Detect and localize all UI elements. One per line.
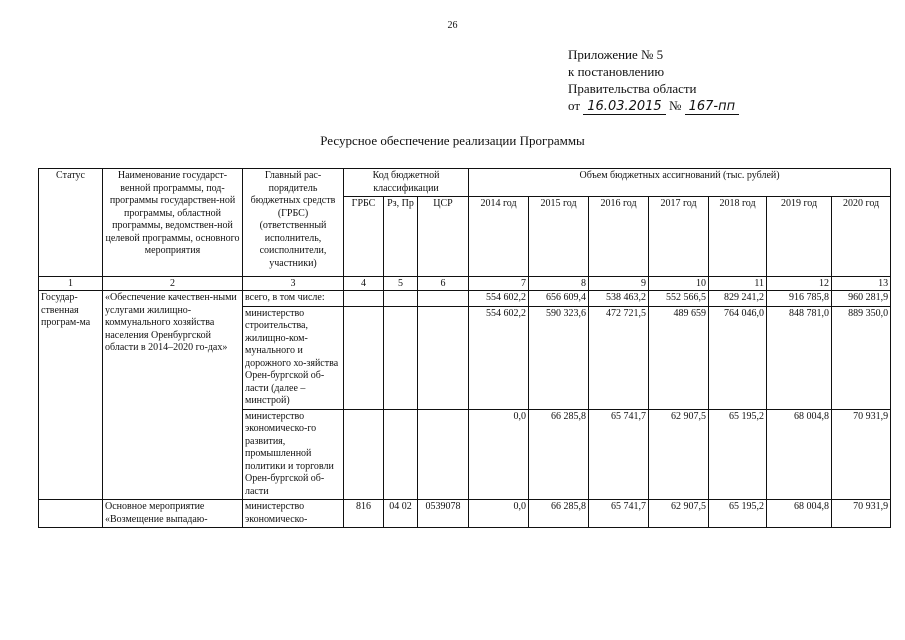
amount-cell: 552 566,5 <box>649 291 709 307</box>
header-csr: ЦСР <box>418 197 469 277</box>
header-year: 2014 год <box>469 197 529 277</box>
column-index: 12 <box>767 277 832 291</box>
amount-cell: 554 602,2 <box>469 291 529 307</box>
amount-cell: 62 907,5 <box>649 409 709 500</box>
amount-cell: 65 741,7 <box>589 500 649 528</box>
amount-cell: 66 285,8 <box>529 409 589 500</box>
header-year: 2016 год <box>589 197 649 277</box>
column-index: 13 <box>832 277 891 291</box>
number-label: № <box>668 98 682 113</box>
document-title: Ресурсное обеспечение реализации Программы <box>320 133 585 148</box>
amount-cell: 829 241,2 <box>709 291 767 307</box>
amount-cell: 0,0 <box>469 500 529 528</box>
manager-cell: министерство экономическо- <box>243 500 344 528</box>
header-main-manager: Главный рас-порядитель бюджетных средств (ГРБС) (ответственный исполнитель, соисполнители, участники) <box>243 169 344 277</box>
appendix-title: Приложение № 5 <box>568 47 664 62</box>
grbs-cell <box>344 291 384 307</box>
header-name: Наименование государст-венной программы, под-программы государствен-ной программы, областной программы, ведомствен-ной целевой программы, основного мероприятия <box>103 169 243 277</box>
header-status: Статус <box>39 169 103 277</box>
program-name-cell: Основное мероприятие «Возмещение выпадаю- <box>103 500 243 528</box>
rz-pr-cell <box>384 291 418 307</box>
column-index: 9 <box>589 277 649 291</box>
status-cell <box>39 500 103 528</box>
amount-cell: 65 195,2 <box>709 500 767 528</box>
amount-cell: 65 195,2 <box>709 409 767 500</box>
header-rz-pr: Рз, Пр <box>384 197 418 277</box>
amount-cell: 590 323,6 <box>529 306 589 409</box>
column-index: 4 <box>344 277 384 291</box>
amount-cell: 764 046,0 <box>709 306 767 409</box>
header-budget-volume: Объем бюджетных ассигнований (тыс. рублей) <box>469 169 891 197</box>
amount-cell: 848 781,0 <box>767 306 832 409</box>
column-index: 6 <box>418 277 469 291</box>
header-year: 2019 год <box>767 197 832 277</box>
amount-cell: 0,0 <box>469 409 529 500</box>
amount-cell: 65 741,7 <box>589 409 649 500</box>
manager-cell: министерство экономическо-го развития, промышленной политики и торговли Орен-бургской об-ласти <box>243 409 344 500</box>
header-year: 2018 год <box>709 197 767 277</box>
amount-cell: 70 931,9 <box>832 500 891 528</box>
csr-cell <box>418 409 469 500</box>
column-index: 5 <box>384 277 418 291</box>
table-row <box>39 291 891 307</box>
appendix-line-government: Правительства области <box>568 81 697 96</box>
amount-cell: 68 004,8 <box>767 409 832 500</box>
resources-table <box>38 168 891 528</box>
grbs-cell <box>344 409 384 500</box>
grbs-cell: 816 <box>344 500 384 528</box>
page-number: 26 <box>447 20 458 31</box>
amount-cell: 960 281,9 <box>832 291 891 307</box>
amount-cell: 68 004,8 <box>767 500 832 528</box>
manager-cell: министерство строительства, жилищно-ком-мунального и дорожного хо-зяйства Орен-бургской об-ласти (далее – минстрой) <box>243 306 344 409</box>
column-index-row <box>39 277 891 291</box>
table-row <box>39 500 891 528</box>
header-year: 2020 год <box>832 197 891 277</box>
appendix-block <box>568 46 739 115</box>
column-index: 3 <box>243 277 344 291</box>
column-index: 7 <box>469 277 529 291</box>
manager-cell: всего, в том числе: <box>243 291 344 307</box>
appendix-line-resolution: к постановлению <box>568 64 665 79</box>
amount-cell: 66 285,8 <box>529 500 589 528</box>
column-index: 1 <box>39 277 103 291</box>
header-grbs: ГРБС <box>344 197 384 277</box>
header-budget-code: Код бюджетной классификации <box>344 169 469 197</box>
amount-cell: 489 659 <box>649 306 709 409</box>
grbs-cell <box>344 306 384 409</box>
header-year: 2017 год <box>649 197 709 277</box>
column-index: 10 <box>649 277 709 291</box>
amount-cell: 656 609,4 <box>529 291 589 307</box>
program-name-cell: «Обеспечение качествен-ными услугами жилищно-коммунального хозяйства населения Оренбургской области в 2014–2020 го-дах» <box>103 291 243 500</box>
handwritten-number: 167-пп <box>685 99 740 115</box>
header-row-1 <box>39 169 891 197</box>
amount-cell: 538 463,2 <box>589 291 649 307</box>
status-cell: Государ-ственная програм-ма <box>39 291 103 500</box>
rz-pr-cell <box>384 306 418 409</box>
column-index: 2 <box>103 277 243 291</box>
handwritten-date: 16.03.2015 <box>583 99 665 115</box>
csr-cell <box>418 306 469 409</box>
rz-pr-cell: 04 02 <box>384 500 418 528</box>
amount-cell: 70 931,9 <box>832 409 891 500</box>
amount-cell: 889 350,0 <box>832 306 891 409</box>
csr-cell <box>418 291 469 307</box>
amount-cell: 554 602,2 <box>469 306 529 409</box>
column-index: 8 <box>529 277 589 291</box>
amount-cell: 916 785,8 <box>767 291 832 307</box>
column-index: 11 <box>709 277 767 291</box>
header-year: 2015 год <box>529 197 589 277</box>
csr-cell: 0539078 <box>418 500 469 528</box>
from-label: от <box>568 98 581 113</box>
appendix-line-date <box>568 97 739 115</box>
amount-cell: 472 721,5 <box>589 306 649 409</box>
rz-pr-cell <box>384 409 418 500</box>
amount-cell: 62 907,5 <box>649 500 709 528</box>
